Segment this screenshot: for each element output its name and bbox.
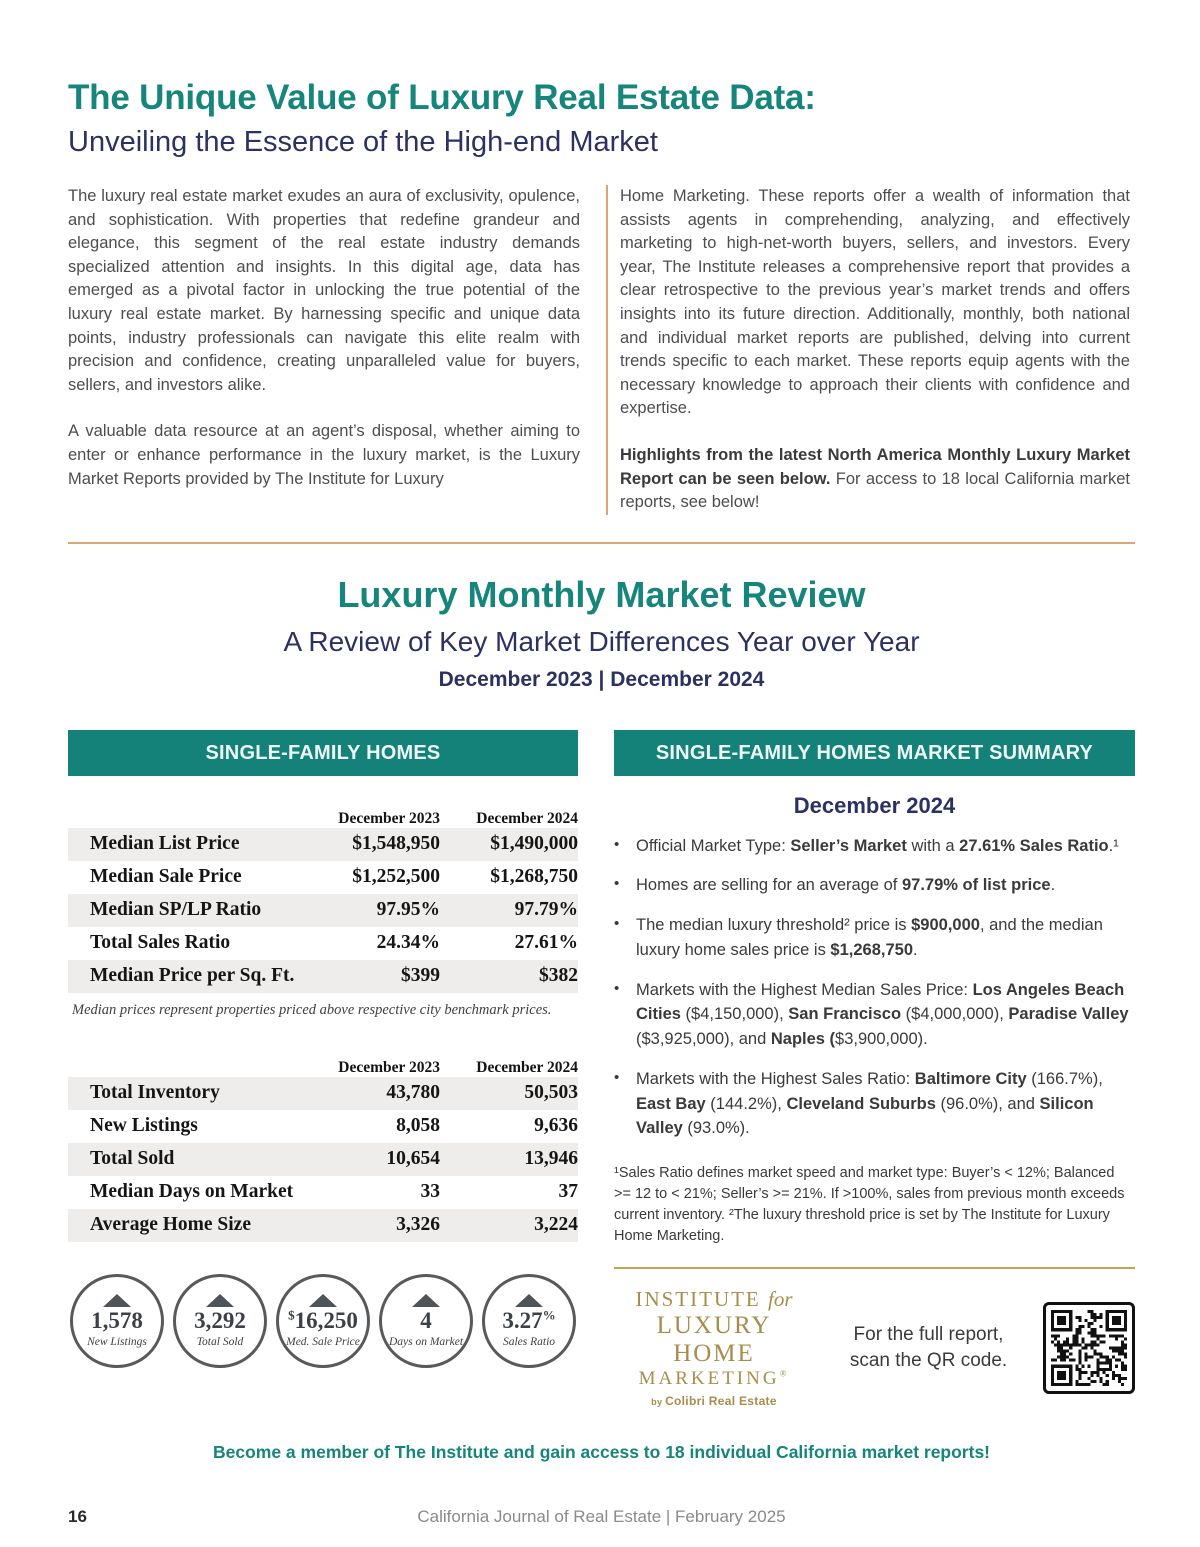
column-header-2024: December 2024 — [476, 809, 578, 827]
table-row — [68, 960, 578, 993]
bullet-icon: • — [614, 1068, 620, 1086]
intro-paragraph: Home Marketing. These reports offer a wealth of information that assists agents in comprehending, analyzing, and effectively marketing to high-net-worth buyers, sellers, and investors. Every year, The Institute releases a comprehensive report that provides a clear retrospective to the previous year’s market trends and offers insights into its future direction. Additionally, monthly, both national and individual market reports are published, delving into current trends specific to each market. These reports equip agents with the necessary knowledge to approach their clients with confidence and expertise. — [620, 187, 1130, 418]
row-label: New Listings — [90, 1114, 198, 1136]
list-item — [614, 913, 1135, 963]
table-row — [68, 828, 578, 861]
row-value-2024: 3,224 — [534, 1213, 578, 1235]
row-value-2024: 13,946 — [524, 1147, 578, 1169]
review-title: Luxury Monthly Market Review — [337, 573, 866, 615]
bullet-text: Markets with the Highest Median Sales Price: Los Angeles Beach Cities ($4,150,000), San Francisco ($4,000,000), Paradise Valley ($3,925,000), and Naples ($3,900,000). — [636, 980, 1129, 1049]
stat-circle-sales-ratio — [482, 1274, 576, 1368]
row-value-2024: 27.61% — [514, 931, 578, 953]
qr-code — [1043, 1302, 1135, 1394]
row-value-2024: $1,490,000 — [490, 832, 578, 854]
row-label: Median Price per Sq. Ft. — [90, 964, 295, 986]
table-row — [68, 1077, 578, 1110]
row-value-2024: 97.79% — [514, 898, 578, 920]
summary-bullets — [614, 834, 1135, 1142]
gold-divider — [614, 1267, 1135, 1269]
stat-label: Total Sold — [196, 1335, 244, 1348]
bullet-icon: • — [614, 835, 620, 853]
stat-value: 3.27% — [502, 1306, 556, 1333]
up-arrow-icon — [103, 1294, 131, 1307]
bullet-icon: • — [614, 915, 620, 933]
row-value-2023: 97.95% — [376, 898, 440, 920]
row-value-2023: 10,654 — [386, 1147, 440, 1169]
summary-footnote: ¹Sales Ratio defines market speed and market type: Buyer’s < 12%; Balanced >= 12 to < 21%; Seller’s >= 21%. If >100%, sales from previous month exceeds current inventory. ²The luxury threshold price is set by The Institute for Luxury Home Marketing. — [614, 1165, 1125, 1245]
up-arrow-icon — [206, 1294, 234, 1307]
list-item — [614, 1067, 1135, 1141]
table-row — [68, 861, 578, 894]
table-footnote: Median prices represent properties priced above respective city benchmark prices. — [72, 1001, 552, 1018]
panel-header: SINGLE-FAMILY HOMES MARKET SUMMARY — [614, 730, 1135, 776]
table-row — [68, 1176, 578, 1209]
row-value-2024: 37 — [558, 1180, 578, 1202]
stat-label: Days on Market — [388, 1335, 464, 1348]
row-label: Total Sales Ratio — [90, 931, 231, 953]
intro-highlights-paragraph: Highlights from the latest North America Monthly Luxury Market Report can be seen below. For access to 18 local California market reports, see below! — [620, 445, 1130, 512]
row-value-2024: $1,268,750 — [490, 865, 578, 887]
row-value-2023: 3,326 — [396, 1213, 440, 1235]
table-column-headers — [68, 1059, 578, 1077]
row-label: Median List Price — [90, 832, 240, 854]
price-table — [68, 828, 578, 993]
page-number: 16 — [68, 1507, 87, 1527]
journal-name: California Journal of Real Estate | February 2025 — [417, 1507, 786, 1527]
list-item — [614, 873, 1135, 898]
institute-logo: INSTITUTE for LUXURY HOME MARKETING® by Colibri Real Estate — [635, 1287, 793, 1409]
row-label: Median Sale Price — [90, 865, 242, 887]
row-label: Median SP/LP Ratio — [90, 898, 262, 920]
intro-paragraph: The luxury real estate market exudes an aura of exclusivity, opulence, and sophistication. With properties that redefine grandeur and elegance, this segment of the real estate industry demands specialized attention and insights. In this digital age, data has emerged as a pivotal factor in unlocking the true potential of the luxury real estate market. By harnessing specific and unique data points, industry professionals can navigate this elite realm with precision and confidence, creating unparalleled value for buyers, sellers, and investors alike. — [68, 187, 580, 394]
row-value-2023: $1,252,500 — [352, 865, 440, 887]
page-title: The Unique Value of Luxury Real Estate Data: — [68, 78, 816, 117]
panel-header: SINGLE-FAMILY HOMES — [68, 730, 578, 776]
row-label: Total Inventory — [90, 1081, 220, 1103]
intro-columns — [68, 185, 1135, 515]
row-value-2023: 8,058 — [396, 1114, 440, 1136]
summary-period: December 2024 — [793, 792, 956, 818]
stat-label: New Listings — [87, 1335, 147, 1348]
table-row — [68, 1110, 578, 1143]
qr-caption: For the full report, scan the QR code. — [849, 1324, 1008, 1371]
row-value-2023: 43,780 — [386, 1081, 440, 1103]
review-period: December 2023 | December 2024 — [438, 667, 765, 691]
row-value-2023: $399 — [401, 964, 440, 986]
up-arrow-icon — [309, 1294, 337, 1307]
table-column-headers — [68, 810, 578, 828]
row-value-2023: 33 — [420, 1180, 440, 1202]
stat-circle-total-sold — [173, 1274, 267, 1368]
bullet-text: Official Market Type: Seller’s Market with a 27.61% Sales Ratio.¹ — [636, 836, 1119, 855]
up-arrow-icon — [412, 1294, 440, 1307]
intro-right-column — [606, 185, 1130, 515]
list-item — [614, 834, 1135, 859]
row-label: Average Home Size — [90, 1213, 251, 1235]
up-arrow-icon — [515, 1294, 543, 1307]
bullet-icon: • — [614, 875, 620, 893]
stat-label: Med. Sale Price — [286, 1335, 360, 1348]
table-row — [68, 1209, 578, 1242]
data-panels — [68, 730, 1135, 1409]
bullet-text: Homes are selling for an average of 97.79% of list price. — [636, 876, 1056, 895]
review-heading — [68, 574, 1135, 692]
stat-value: 4 — [420, 1307, 432, 1333]
table-row — [68, 894, 578, 927]
page-subtitle: Unveiling the Essence of the High-end Market — [68, 126, 658, 158]
inventory-table — [68, 1077, 578, 1242]
section-divider — [68, 542, 1135, 544]
table-row — [68, 927, 578, 960]
stat-circle-new-listings — [70, 1274, 164, 1368]
column-header-2024: December 2024 — [476, 1058, 578, 1076]
review-subtitle: A Review of Key Market Differences Year over Year — [283, 625, 920, 657]
table-row — [68, 1143, 578, 1176]
single-family-homes-panel — [68, 730, 578, 1409]
page-footer — [68, 1507, 1135, 1527]
bullet-text: Markets with the Highest Sales Ratio: Baltimore City (166.7%), East Bay (144.2%), Cleveland Suburbs (96.0%), and Silicon Valley (93.0%). — [636, 1069, 1103, 1138]
stat-circle-med-sale-price — [276, 1274, 370, 1368]
row-value-2024: 50,503 — [524, 1081, 578, 1103]
intro-paragraph: A valuable data resource at an agent’s disposal, whether aiming to enter or enhance performance in the luxury market, is the Luxury Market Reports provided by The Institute for Luxury — [68, 422, 580, 488]
row-label: Total Sold — [90, 1147, 175, 1169]
row-label: Median Days on Market — [90, 1180, 294, 1202]
report-access-row — [614, 1287, 1135, 1408]
column-header-2023: December 2023 — [338, 809, 440, 827]
stat-circles — [68, 1274, 578, 1368]
intro-left-column — [68, 185, 592, 515]
row-value-2024: 9,636 — [534, 1114, 578, 1136]
stat-value: 3,292 — [194, 1307, 246, 1333]
column-header-2023: December 2023 — [338, 1058, 440, 1076]
stat-value: $16,250 — [288, 1306, 358, 1333]
row-value-2023: 24.34% — [376, 931, 440, 953]
bullet-text: The median luxury threshold² price is $900,000, and the median luxury home sales price is $1,268,750. — [636, 916, 1103, 959]
bullet-icon: • — [614, 979, 620, 997]
membership-callout: Become a member of The Institute and gain access to 18 individual California market reports! — [212, 1442, 990, 1463]
list-item — [614, 978, 1135, 1052]
market-summary-panel — [614, 730, 1135, 1409]
row-value-2023: $1,548,950 — [352, 832, 440, 854]
stat-circle-days-on-market — [379, 1274, 473, 1368]
stat-label: Sales Ratio — [502, 1335, 556, 1348]
stat-value: 1,578 — [91, 1307, 143, 1333]
row-value-2024: $382 — [539, 964, 578, 986]
